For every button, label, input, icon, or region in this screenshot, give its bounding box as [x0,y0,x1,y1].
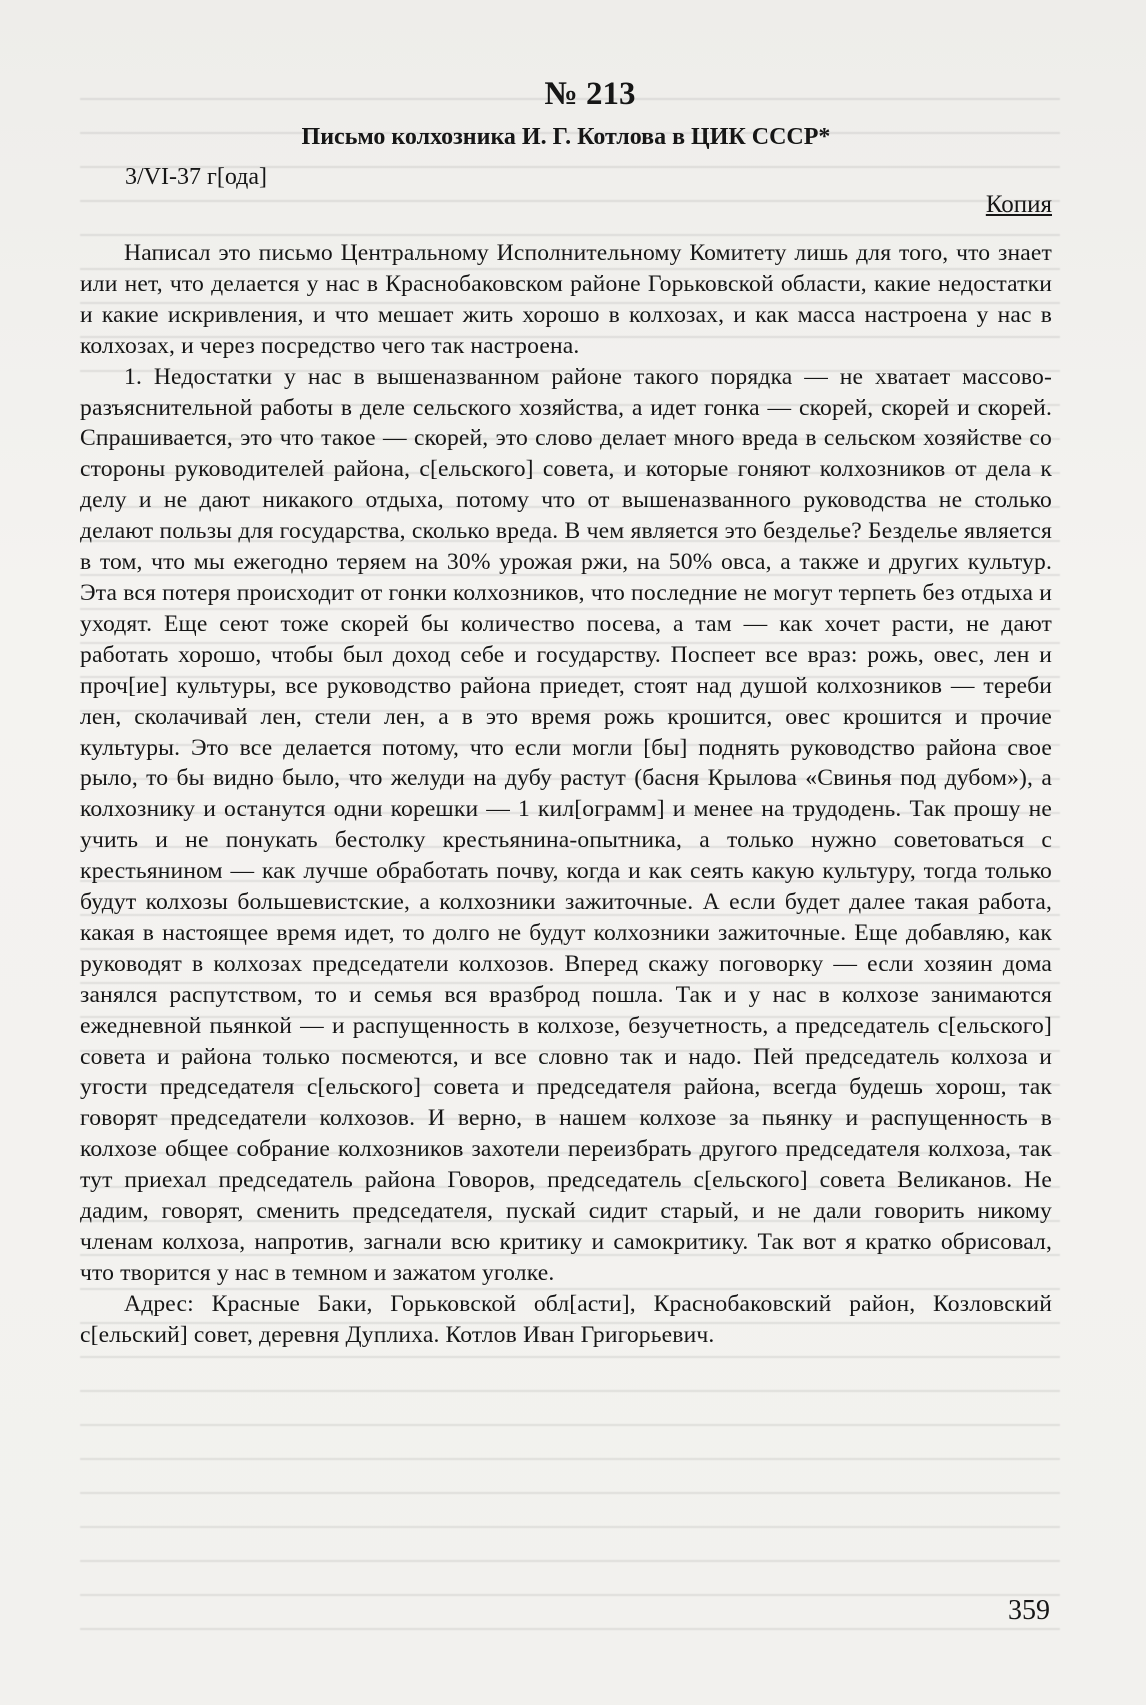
document-meta [80,162,1052,218]
page-number: 359 [1008,1595,1050,1626]
document-title: Письмо колхозника И. Г. Котлова в ЦИК СССР* [301,124,831,150]
copy-label: Копия [985,191,1052,218]
paragraph: Написал это письмо Центральному Исполнительному Комитету лишь для того, что знает или нет, что делается у нас в Краснобаковском районе Горьковской области, какие недостатки и какие искривления, и что мешает жить хорошо в колхозах, и как масса настроена у нас в колхозах, и через посредство чего так настроена. [80,240,1052,359]
document-content [80,74,1052,1351]
letter-body [80,238,1052,1351]
paragraph: 1. Недостатки у нас в вышеназванном районе такого порядка — не хватает массово-разъяснительной работы в деле сельского хозяйства, а идет гонка — скорей, скорей и скорей. Спрашивается, это что такое — скорей, это слово делает много вреда в сельском хозяйстве со стороны руководителей района, с[ельского] совета, и которые гоняют колхозников от дела к делу и не дают никакого отдыха, потому что от вышеназванного руководства не столько делают пользы для государства, сколько вреда. В чем является это безделье? Безделье является в том, что мы ежегодно теряем на 30% урожая ржи, на 50% овса, а также и других культур. Эта вся потеря происходит от гонки колхозников, что последние не могут терпеть без отдыха и уходят. Еще сеют тоже скорей бы количество посева, а там — как хочет расти, не дают работать хорошо, чтобы был доход себе и государству. Поспеет все враз: рожь, овес, лен и проч[ие] культуры, все руководство района приедет, стоят над душой колхозников — тереби лен, сколачивай лен, стели лен, а в это время рожь крошится, овес крошится и прочие культуры. Это все делается потому, что если могли [бы] поднять руководство района свое рыло, то бы видно было, что желуди на дубу растут (басня Крылова «Свинья под дубом»), а колхознику и останутся одни корешки — 1 кил[ограмм] и менее на трудодень. Так прошу не учить и не понукать бестолку крестьянина-опытника, а только нужно советоваться с крестьянином — как лучше обработать почву, когда и как сеять какую культуру, тогда только будут колхозы большевистские, а колхозники зажиточные. А если будет далее такая работа, какая в настоящее время идет, то долго не будут колхозники зажиточные. Еще добавляю, как руководят в колхозах председатели колхозов. Вперед скажу поговорку — если хозяин дома занялся распутством, то и семья вся вразброд пошла. Так и у нас в колхозе занимаются ежедневной пьянкой — и распущенность в колхозе, безучетность, а председатель с[ельского] совета и района только посмеются, и все словно так и надо. Пей председатель колхоза и угости председателя с[ельского] совета и председателя района, всегда будешь хорош, так говорят председатели колхозов. И верно, в нашем колхозе за пьянку и распущенность в колхозе общее собрание колхозников захотели переизбрать другого председателя колхоза, так тут приехал председатель района Говоров, председатель с[ельского] совета Великанов. Не дадим, говорят, сменить председателя, пускай сидит старый, и не дали говорить никому членам колхоза, напротив, загнали всю критику и самокритику. Так вот я кратко обрисовал, что творится у нас в темном и зажатом уголке. [80,363,1052,1286]
paragraph: Адрес: Красные Баки, Горьковской обл[асти], Краснобаковский район, Козловский с[ельский] совет, деревня Дуплиха. Котлов Иван Григорьевич. [80,1290,1052,1348]
document-date: 3/VI-37 г[ода] [125,164,267,190]
document-number: № 213 [544,76,636,112]
